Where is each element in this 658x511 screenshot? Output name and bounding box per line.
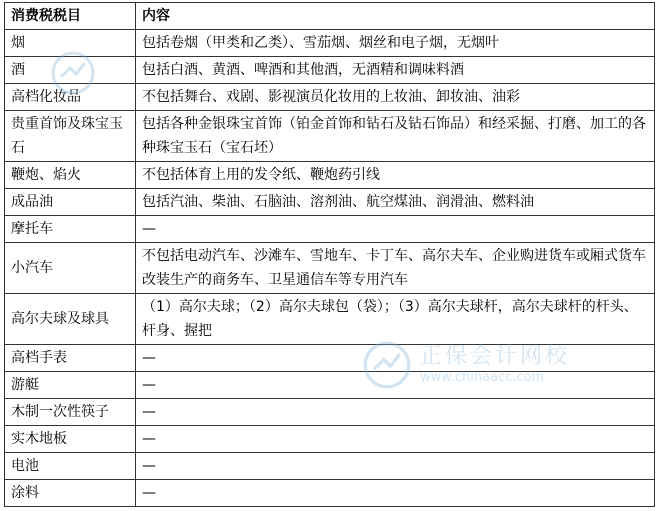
content-cell: 包括汽油、柴油、石脑油、溶剂油、航空煤油、润滑油、燃料油 — [136, 189, 655, 216]
tax-item-cell: 木制一次性筷子 — [5, 399, 136, 426]
table-row — [5, 189, 655, 216]
tax-item-cell: 成品油 — [5, 189, 136, 216]
content-cell: （1）高尔夫球；（2）高尔夫球包（袋）；（3）高尔夫球杆，高尔夫球杆的杆头、杆身、握把 — [136, 294, 655, 345]
tax-item-cell: 电池 — [5, 453, 136, 480]
table-row — [5, 84, 655, 111]
tax-item-cell: 高档化妆品 — [5, 84, 136, 111]
table-header-row — [5, 3, 655, 30]
content-cell: 包括白酒、黄酒、啤酒和其他酒，无酒精和调味料酒 — [136, 57, 655, 84]
content-cell: 不包括电动汽车、沙滩车、雪地车、卡丁车、高尔夫车、企业购进货车或厢式货车改装生产的商务车、卫星通信车等专用汽车 — [136, 243, 655, 294]
tax-item-cell: 鞭炮、焰火 — [5, 162, 136, 189]
table-row — [5, 399, 655, 426]
tax-item-cell: 摩托车 — [5, 216, 136, 243]
content-cell: — — [136, 372, 655, 399]
content-cell: — — [136, 345, 655, 372]
table-row — [5, 162, 655, 189]
table-row — [5, 480, 655, 507]
header-content: 内容 — [136, 3, 655, 30]
content-cell: 不包括体育上用的发令纸、鞭炮药引线 — [136, 162, 655, 189]
tax-item-cell: 游艇 — [5, 372, 136, 399]
watermark-url: www.chinaacc.com — [420, 370, 545, 385]
table-row — [5, 111, 655, 162]
tax-item-cell: 烟 — [5, 30, 136, 57]
document-table-wrapper — [4, 2, 655, 507]
table-row — [5, 453, 655, 480]
content-cell: 不包括舞台、戏剧、影视演员化妆用的上妆油、卸妆油、油彩 — [136, 84, 655, 111]
table-row — [5, 216, 655, 243]
content-cell: — — [136, 480, 655, 507]
consumption-tax-table — [4, 2, 655, 507]
table-row — [5, 372, 655, 399]
watermark-brand: 正保会计网校 — [420, 344, 571, 369]
table-row — [5, 57, 655, 84]
table-body — [5, 30, 655, 507]
table-row — [5, 294, 655, 345]
tax-item-cell: 酒 — [5, 57, 136, 84]
tax-item-cell: 实木地板 — [5, 426, 136, 453]
table-row — [5, 345, 655, 372]
content-cell: 包括各种金银珠宝首饰（铂金首饰和钻石及钻石饰品）和经采掘、打磨、加工的各种珠宝玉石（宝石坯） — [136, 111, 655, 162]
content-cell: — — [136, 399, 655, 426]
table-row — [5, 30, 655, 57]
tax-item-cell: 涂料 — [5, 480, 136, 507]
content-cell: — — [136, 426, 655, 453]
tax-item-cell: 小汽车 — [5, 243, 136, 294]
table-row — [5, 243, 655, 294]
tax-item-cell: 贵重首饰及珠宝玉石 — [5, 111, 136, 162]
tax-item-cell: 高尔夫球及球具 — [5, 294, 136, 345]
header-tax-item: 消费税税目 — [5, 3, 136, 30]
tax-item-cell: 高档手表 — [5, 345, 136, 372]
content-cell: 包括卷烟（甲类和乙类）、雪茄烟、烟丝和电子烟，无烟叶 — [136, 30, 655, 57]
table-row — [5, 426, 655, 453]
content-cell: — — [136, 453, 655, 480]
content-cell: — — [136, 216, 655, 243]
